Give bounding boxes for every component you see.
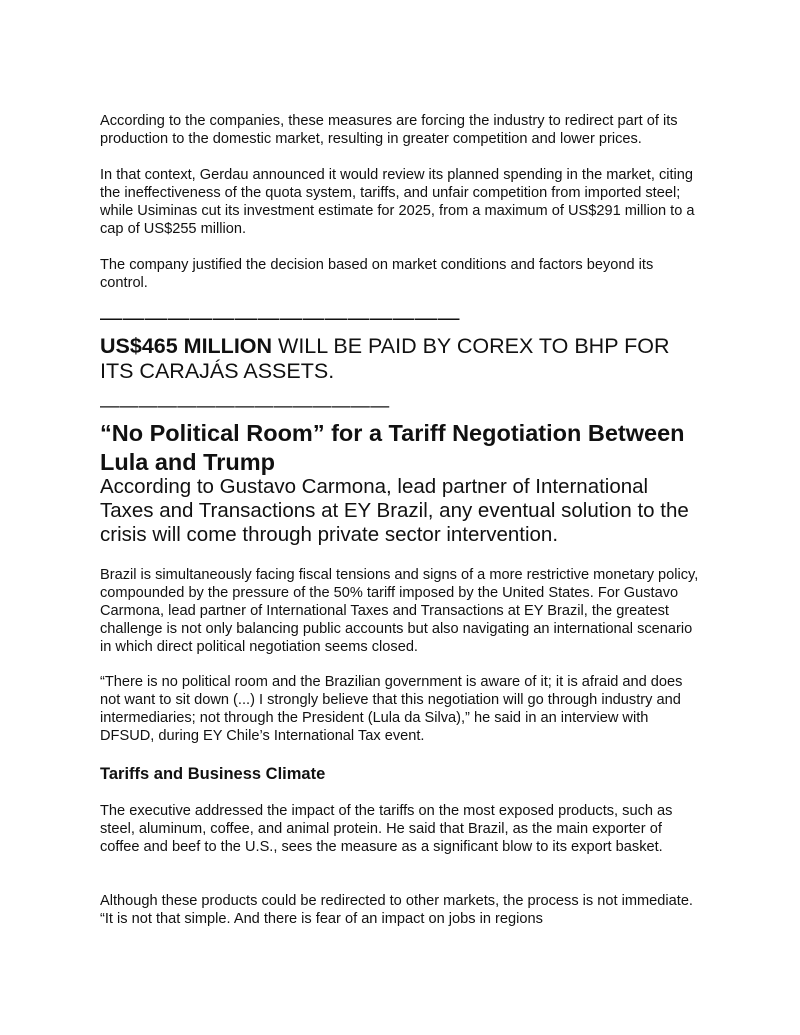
divider-bottom: ——————————————— <box>100 396 390 417</box>
paragraph-fiscal-tensions: Brazil is simultaneously facing fiscal tensions and signs of a more restrictive monetary policy, compounded by the pressure of the 50% tariff imposed by the United States. For Gustavo Carmona, lead partner of International Taxes and Transactions at EY Brazil, the greatest challenge is not only balancing public accounts but also navigating an international scenario in which direct political negotiation seems closed. <box>100 567 699 655</box>
paragraph-redirected-markets: Although these products could be redirected to other markets, the process is not immediate. “It is not that simple. And there is fear of an impact on jobs in regions <box>100 893 693 927</box>
callout-amount: US$465 MILLION <box>100 334 273 358</box>
paragraph-company-justified: The company justified the decision based on market conditions and factors beyond its control. <box>100 257 654 291</box>
callout-text: WILL BE PAID BY COREX TO BHP FOR ITS CARAJÁS ASSETS. <box>100 334 670 383</box>
callout-corex-bhp <box>100 334 700 384</box>
article-deck: According to Gustavo Carmona, lead partner of International Taxes and Transactions at EY Brazil, any eventual solution to the crisis will come through private sector intervention. <box>100 475 689 546</box>
article-headline: “No Political Room” for a Tariff Negotiation Between Lula and Trump <box>100 420 685 475</box>
paragraph-no-political-room-quote: “There is no political room and the Brazilian government is aware of it; it is afraid and does not want to sit down (...) I strongly believe that this negotiation will go through industry and intermediaries; not through the President (Lula da Silva),” he said in an interview with DFSUD, during EY Chile’s International Tax event. <box>100 674 683 744</box>
section-heading-tariffs: Tariffs and Business Climate <box>100 765 326 783</box>
paragraph-gerdau-usiminas: In that context, Gerdau announced it would review its planned spending in the market, citing the ineffectiveness of the quota system, tariffs, and unfair competition from imported steel; while Usiminas cut its investment estimate for 2025, from a maximum of US$291 million to a cap of US$255 million. <box>100 167 695 237</box>
paragraph-redirect-production: According to the companies, these measures are forcing the industry to redirect part of its production to the domestic market, resulting in greater competition and lower prices. <box>100 113 678 147</box>
divider-top: ———————————————— <box>100 305 460 330</box>
paragraph-exposed-products: The executive addressed the impact of the tariffs on the most exposed products, such as steel, aluminum, coffee, and animal protein. He said that Brazil, as the main exporter of coffee and beef to the U.S., sees the measure as a significant blow to its export basket. <box>100 803 673 855</box>
